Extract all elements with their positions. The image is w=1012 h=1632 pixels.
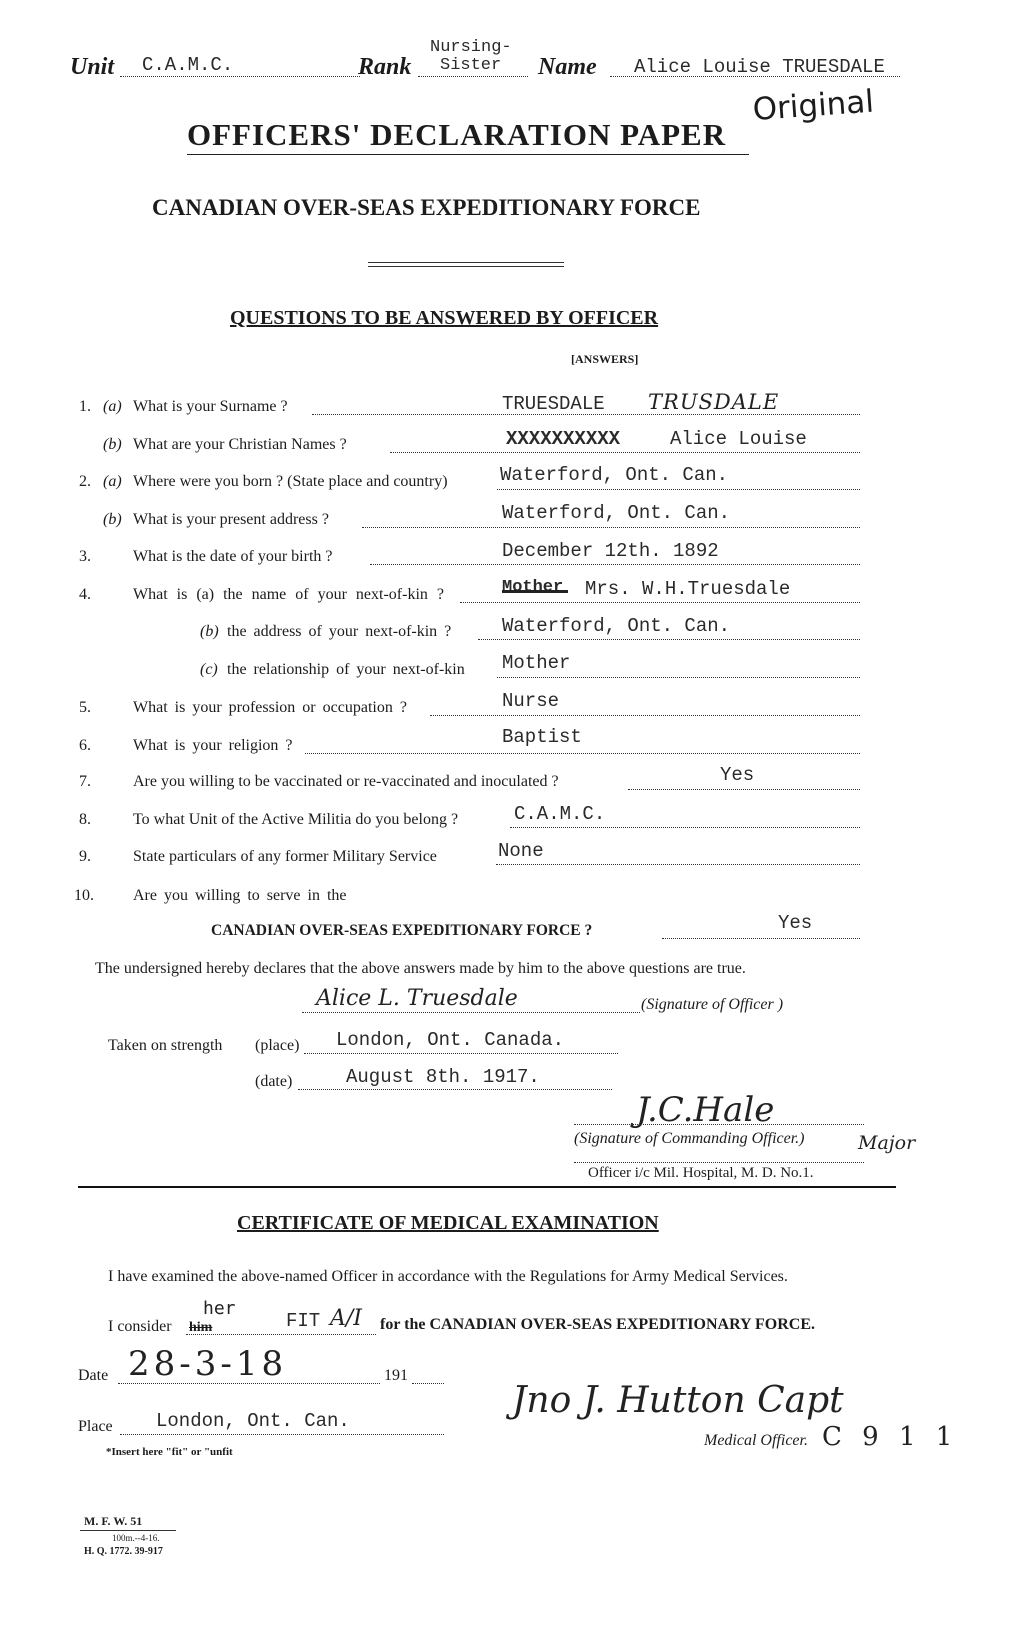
page-title: OFFICERS' DECLARATION PAPER <box>187 117 727 152</box>
answer-value: C.A.M.C. <box>514 803 606 825</box>
cert-date-label: Date <box>78 1367 109 1384</box>
section-heading: QUESTIONS TO BE ANSWERED BY OFFICER <box>230 307 659 329</box>
answer-value: Waterford, Ont. Can. <box>502 615 731 637</box>
question-text: the address of your next-of-kin ? <box>227 623 452 640</box>
form-code-line2: 100m.--4-16. <box>112 1533 160 1543</box>
pronoun: her <box>203 1298 236 1319</box>
strength-date-label: (date) <box>255 1073 293 1090</box>
question-sub: (b) <box>200 623 219 640</box>
form-code-line3: H. Q. 1772. 39-917 <box>84 1546 163 1557</box>
certificate-line1: I have examined the above-named Officer in accordance with the Regulations for Army Medical Services. <box>108 1268 788 1285</box>
fit-value: FIT <box>286 1310 321 1332</box>
rank-value-top: Nursing- <box>430 38 512 57</box>
divider-top <box>368 262 564 263</box>
q10-answer: Yes <box>778 912 813 934</box>
name-value: Alice Louise TRUESDALE <box>634 56 885 78</box>
question-sub: (a) <box>103 473 122 490</box>
officer-signature-label: (Signature of Officer ) <box>641 996 784 1013</box>
cert-place-label: Place <box>78 1418 113 1435</box>
question-number: 1. <box>79 398 91 415</box>
co-signature: J.C.Hale <box>636 1090 775 1130</box>
q10-line2: CANADIAN OVER-SEAS EXPEDITIONARY FORCE ? <box>211 922 593 939</box>
question-number: 10. <box>74 887 94 904</box>
struck-text: Mother <box>502 578 564 597</box>
mo-mark: C 9 1 1 <box>822 1422 959 1452</box>
consider-suffix: for the CANADIAN OVER-SEAS EXPEDITIONARY FORCE. <box>380 1316 816 1333</box>
officer-signature: Alice L. Truesdale <box>316 986 518 1011</box>
question-text: What are your Christian Names ? <box>133 436 347 453</box>
question-number: 2. <box>79 473 91 490</box>
struck-pronoun: him <box>189 1320 213 1335</box>
question-text: To what Unit of the Active Militia do you belong ? <box>133 811 459 828</box>
strength-label: Taken on strength <box>108 1037 223 1054</box>
cert-date-value: 28-3-18 <box>128 1344 288 1384</box>
mo-signature: Jno J. Hutton Capt <box>512 1380 844 1421</box>
question-text: Are you willing to be vaccinated or re-vaccinated and inoculated ? <box>133 773 559 790</box>
question-sub: (c) <box>200 661 218 678</box>
answer-value: Baptist <box>502 726 582 748</box>
question-number: 6. <box>79 737 91 754</box>
original-stamp: Original <box>751 83 876 128</box>
certificate-heading: CERTIFICATE OF MEDICAL EXAMINATION <box>237 1212 659 1234</box>
question-text: What is your present address ? <box>133 511 329 528</box>
answer-value: Waterford, Ont. Can. <box>500 464 729 486</box>
form-code: M. F. W. 51 <box>84 1514 143 1528</box>
name-label: Name <box>538 54 597 80</box>
question-sub: (b) <box>103 511 122 528</box>
rank-label: Rank <box>358 54 412 80</box>
cert-place-value: London, Ont. Can. <box>156 1410 350 1432</box>
question-number: 5. <box>79 699 91 716</box>
question-text: Where were you born ? (State place and country) <box>133 473 448 490</box>
co-rank: Major <box>858 1132 916 1154</box>
question-number: 9. <box>79 848 91 865</box>
answer-value: Alice Louise <box>670 428 807 450</box>
question-sub: (b) <box>103 436 122 453</box>
answer-handwritten: TRUSDALE <box>648 390 780 414</box>
question-number: 8. <box>79 811 91 828</box>
divider-bottom <box>368 266 564 267</box>
answer-value: None <box>498 840 544 862</box>
question-text: What is the date of your birth ? <box>133 548 333 565</box>
footnote: *Insert here "fit" or "unfit <box>106 1446 233 1458</box>
question-text: the relationship of your next-of-kin <box>227 661 465 678</box>
answer-value: December 12th. 1892 <box>502 540 719 562</box>
answers-heading: [ANSWERS] <box>571 352 639 366</box>
question-number: 3. <box>79 548 91 565</box>
question-number: 7. <box>79 773 91 790</box>
answer-value: TRUESDALE <box>502 393 605 415</box>
strength-date-value: August 8th. 1917. <box>346 1066 540 1088</box>
question-text: Are you willing to serve in the <box>133 887 347 904</box>
fit-hand: A/I <box>330 1306 362 1331</box>
answer-value: Yes <box>720 764 755 786</box>
question-text: What is (a) the name of your next-of-kin ? <box>133 586 445 603</box>
question-text: State particulars of any former Military Service <box>133 848 437 865</box>
strength-place-label: (place) <box>255 1037 300 1054</box>
answer-value: Mrs. W.H.Truesdale <box>585 578 791 600</box>
unit-value: C.A.M.C. <box>142 54 234 76</box>
section-divider <box>78 1186 896 1188</box>
co-title: Officer i/c Mil. Hospital, M. D. No.1. <box>588 1165 814 1181</box>
mo-label: Medical Officer. <box>704 1432 808 1449</box>
question-text: What is your religion ? <box>133 737 293 754</box>
answer-value: Nurse <box>502 690 560 712</box>
question-sub: (a) <box>103 398 122 415</box>
rank-value-bottom: Sister <box>440 56 502 75</box>
question-text: What is your Surname ? <box>133 398 288 415</box>
question-number: 4. <box>79 586 91 603</box>
consider-prefix: I consider <box>108 1318 172 1335</box>
answer-value: Waterford, Ont. Can. <box>502 502 731 524</box>
unit-label: Unit <box>70 54 115 80</box>
co-signature-label: (Signature of Commanding Officer.) <box>574 1130 805 1147</box>
question-text: What is your profession or occupation ? <box>133 699 407 716</box>
subtitle: CANADIAN OVER-SEAS EXPEDITIONARY FORCE <box>152 195 701 220</box>
cert-year-printed: 191 <box>384 1367 408 1384</box>
struck-text: XXXXXXXXXX <box>506 428 621 450</box>
answer-value: Mother <box>502 652 571 674</box>
strength-place-value: London, Ont. Canada. <box>336 1029 565 1051</box>
declaration-text: The undersigned hereby declares that the above answers made by him to the above questions are true. <box>95 960 746 977</box>
